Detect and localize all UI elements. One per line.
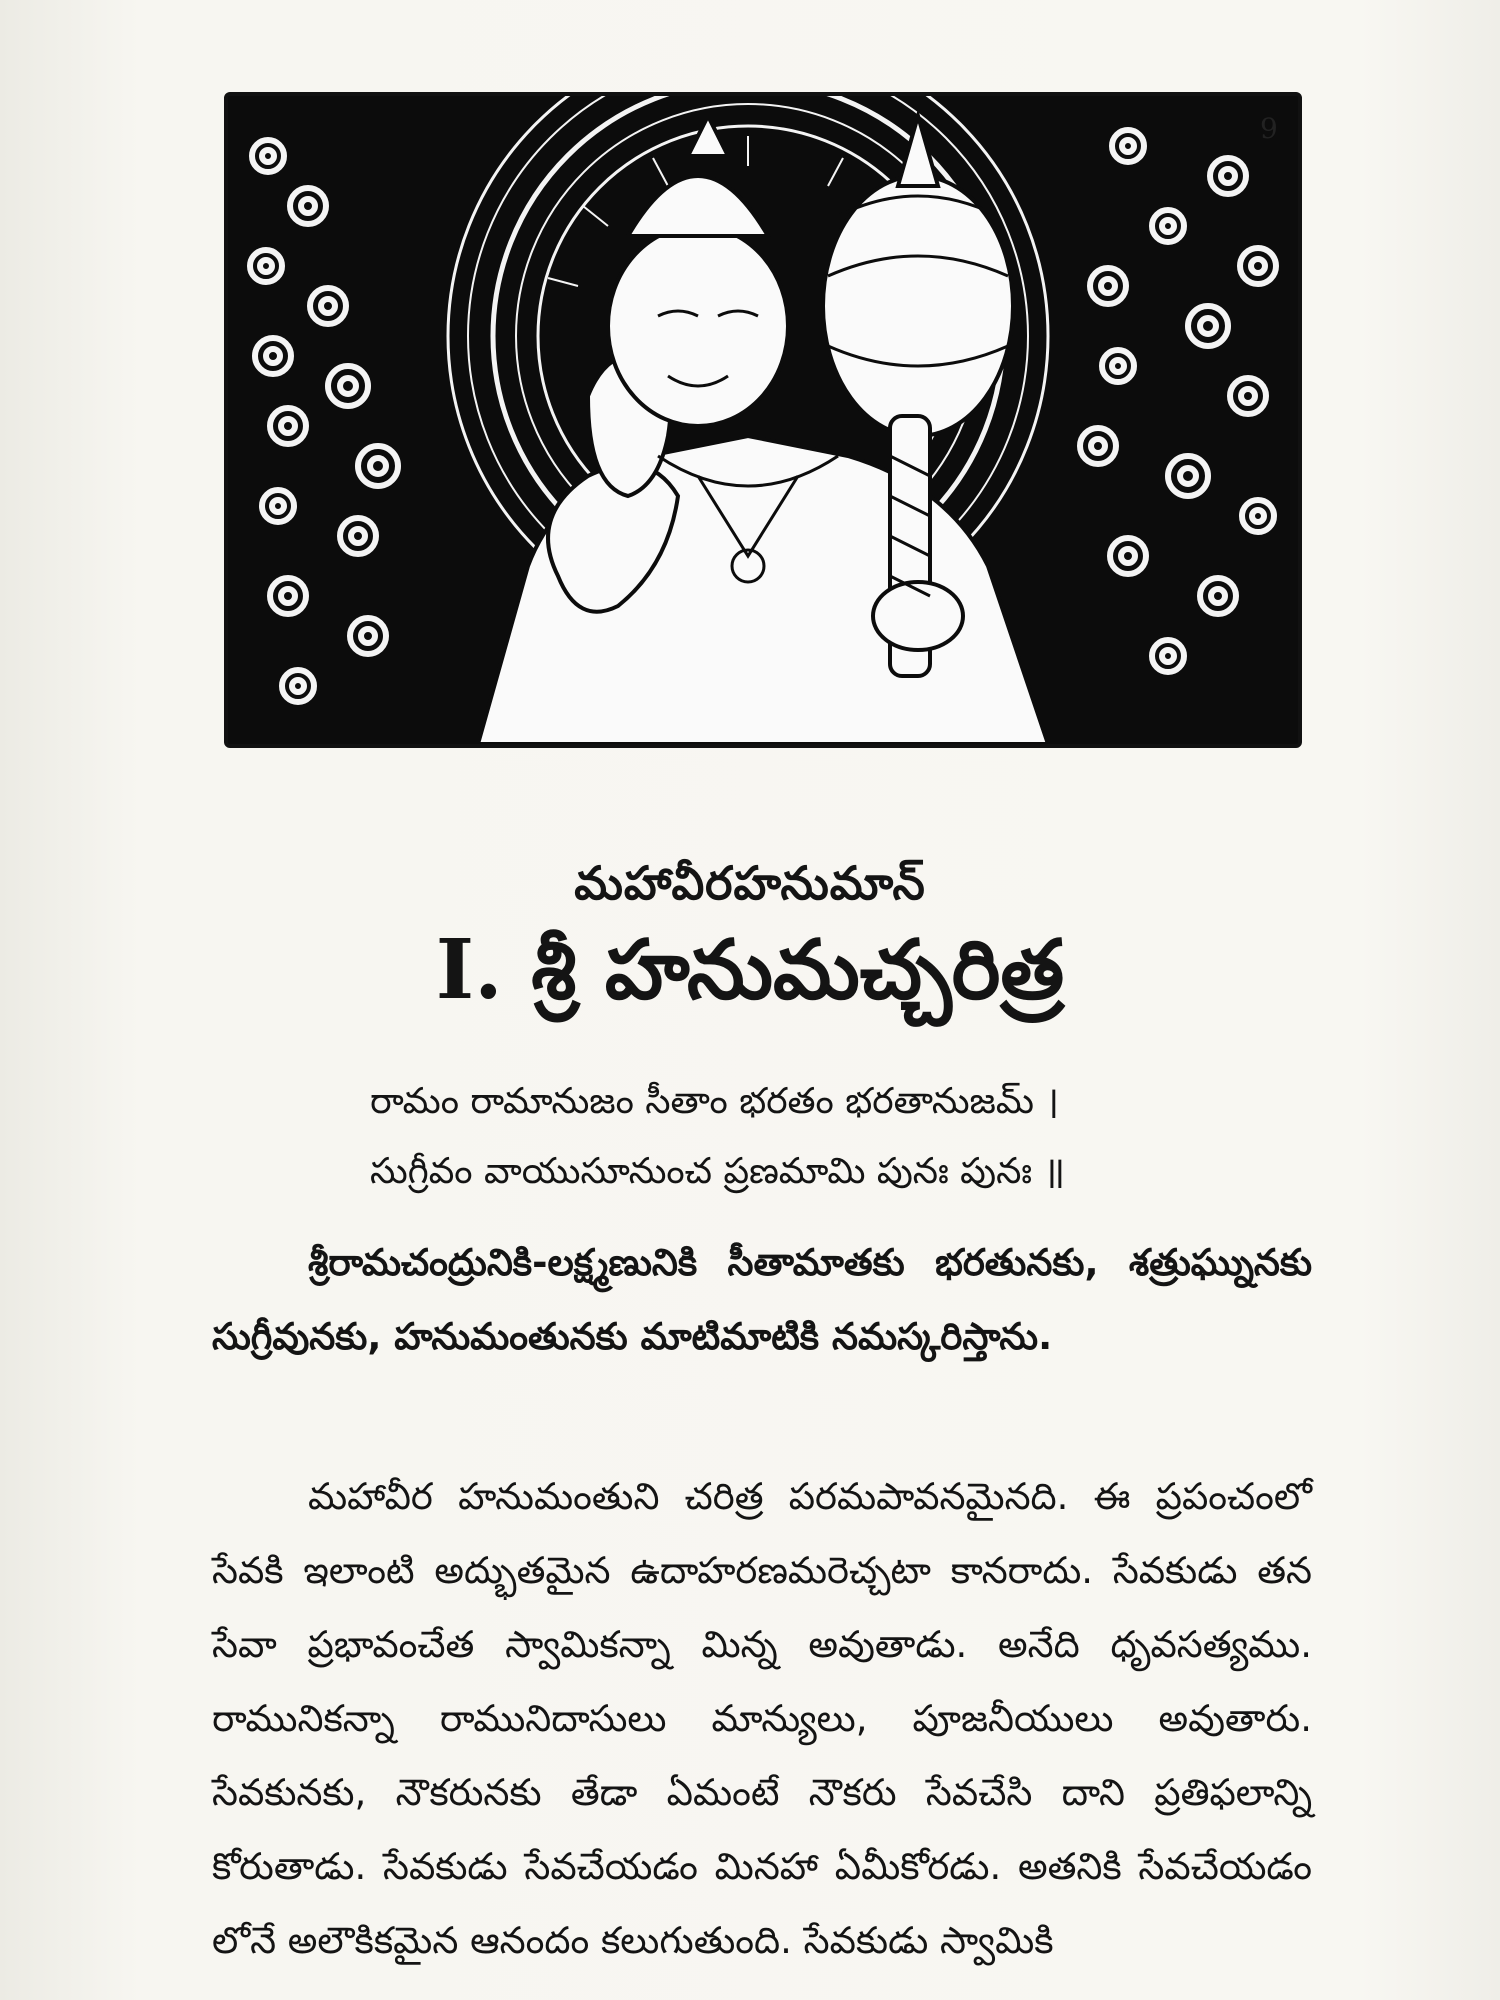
page-number: 9 xyxy=(1260,112,1278,145)
hanuman-illustration xyxy=(224,92,1302,748)
verse-line: రామం రామానుజం సీతాం భరతం భరతానుజమ్ । xyxy=(370,1081,1060,1122)
paragraph: మహావీర హనుమంతుని చరిత్ర పరమపావనమైనది. ఈ ప్రపంచంలో సేవకి ఇలాంటి అద్భుతమైన ఉదాహరణమరెచ్చటా కానరాదు. సేవకుడు తన సేవా ప్రభావంచేత స్వామికన్నా మిన్న అవుతాడు. అనేది ధృవసత్యము. రామునికన్నా రామునిదాసులు మాన్యులు, పూజనీయులు అవుతారు. సేవకునకు, నౌకరునకు తేడా ఏమంటే నౌకరు సేవచేసి దాని ప్రతిఫలాన్ని కోరుతాడు. సేవకుడు సేవచేయడం మినహా ఏమీకోరడు. అతనికి సేవచేయడం లోనే అలౌకికమైన ఆనందం కలుగుతుంది. సేవకుడు స్వామికి xyxy=(212,1475,1312,1962)
paragraph: శ్రీరామచంద్రునికి-లక్ష్మణునికి సీతామాతకు భరతునకు, శత్రుఘ్నునకు సుగ్రీవునకు, హనుమంతునకు మాటిమాటికి నమస్కరిస్తాను. xyxy=(212,1241,1312,1358)
verse-line: సుగ్రీవం వాయుసూనుంచ ప్రణమామి పునః పునః ॥ xyxy=(370,1151,1066,1192)
chapter-title: I. శ్రీ హనుమచ్చరిత్ర xyxy=(435,922,1065,1018)
book-subtitle: మహావీరహనుమాన్ xyxy=(574,856,926,910)
